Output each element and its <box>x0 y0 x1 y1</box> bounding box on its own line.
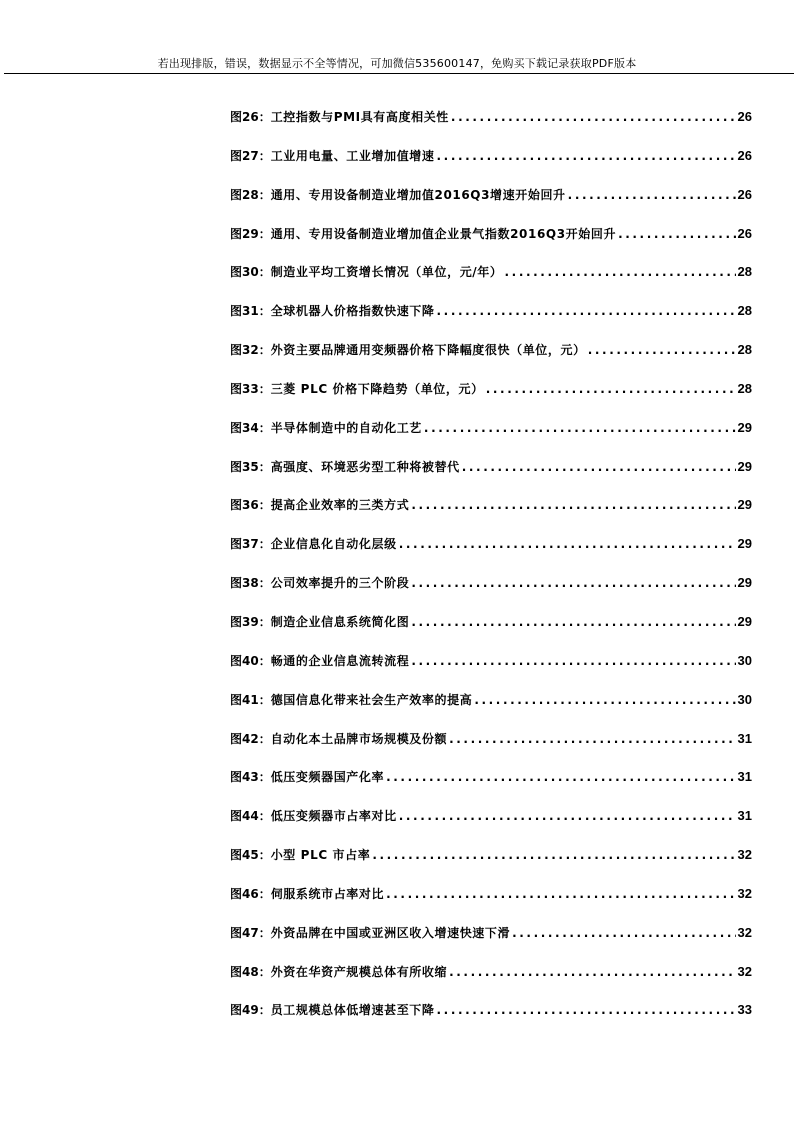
toc-entry-title: 制造业平均工资增长情况（单位，元/年） <box>270 265 503 280</box>
toc-entry-page: 26 <box>737 147 752 163</box>
toc-entry-page: 28 <box>737 303 752 319</box>
toc-dot-leader <box>411 497 735 513</box>
toc-dot-leader <box>449 731 735 747</box>
toc-dot-leader <box>474 692 735 708</box>
toc-dot-leader <box>462 459 736 475</box>
toc-entry-page: 31 <box>737 769 752 785</box>
toc-entry-label: 图27： <box>230 148 271 163</box>
toc-entry-page: 29 <box>737 458 752 474</box>
toc-dot-leader <box>451 109 736 125</box>
toc-entry-page: 32 <box>737 847 752 863</box>
toc-entry-title: 工控指数与PMI具有高度相关性 <box>270 110 449 124</box>
toc-entry-label: 图30： <box>230 265 271 280</box>
toc-dot-leader <box>399 808 736 824</box>
toc-entry-label: 图45： <box>230 848 271 863</box>
toc-entry[interactable] <box>230 692 752 731</box>
toc-dot-leader <box>386 886 735 902</box>
toc-entry[interactable] <box>230 614 752 653</box>
toc-dot-leader <box>505 264 736 280</box>
toc-entry-title: 外资在华资产规模总体有所收缩 <box>270 964 448 979</box>
toc-entry-title: 小型 PLC 市占率 <box>270 848 371 863</box>
toc-entry-page: 29 <box>737 575 752 591</box>
toc-entry[interactable] <box>230 808 752 847</box>
toc-entry-label: 图46： <box>230 886 271 901</box>
toc-entry-page: 28 <box>737 342 752 358</box>
toc-entry-page: 32 <box>737 924 752 940</box>
toc-entry-title: 伺服系统市占率对比 <box>270 886 385 901</box>
toc-entry-page: 28 <box>737 380 752 396</box>
toc-entry[interactable] <box>230 847 752 886</box>
toc-entry-page: 26 <box>737 109 752 124</box>
toc-entry-title: 公司效率提升的三个阶段 <box>270 576 410 591</box>
toc-dot-leader <box>437 1002 736 1018</box>
toc-entry-page: 26 <box>737 186 752 202</box>
header-divider <box>4 73 794 74</box>
toc-entry[interactable] <box>230 420 752 459</box>
toc-entry[interactable] <box>230 148 752 187</box>
toc-entry-title: 半导体制造中的自动化工艺 <box>270 420 422 435</box>
toc-entry-title: 三菱 PLC 价格下降趋势（单位，元） <box>270 381 484 396</box>
toc-entry-page: 29 <box>737 419 752 435</box>
toc-entry-title: 企业信息化自动化层级 <box>270 537 397 552</box>
toc-entry-page: 28 <box>737 264 752 280</box>
toc-entry[interactable] <box>230 187 752 226</box>
toc-entry[interactable] <box>230 1002 752 1041</box>
toc-entry-label: 图44： <box>230 809 271 824</box>
toc-entry-page: 30 <box>737 652 752 668</box>
toc-dot-leader <box>512 925 735 941</box>
toc-entry-label: 图29： <box>230 226 271 241</box>
toc-entry[interactable] <box>230 575 752 614</box>
toc-entry-label: 图47： <box>230 925 271 940</box>
toc-dot-leader <box>618 226 735 242</box>
toc-entry-title: 员工规模总体低增速甚至下降 <box>270 1003 435 1018</box>
toc-entry[interactable] <box>230 226 752 265</box>
toc-entry-page: 30 <box>737 691 752 707</box>
toc-entry-page: 33 <box>737 1002 752 1018</box>
toc-dot-leader <box>411 575 735 591</box>
toc-entry-title: 自动化本土品牌市场规模及份额 <box>270 731 448 746</box>
toc-dot-leader <box>486 381 736 397</box>
toc-entry-title: 外资品牌在中国或亚洲区收入增速快速下滑 <box>270 925 511 940</box>
toc-entry-title: 外资主要品牌通用变频器价格下降幅度很快（单位，元） <box>270 343 586 358</box>
toc-entry[interactable] <box>230 497 752 536</box>
toc-entry-label: 图48： <box>230 964 271 979</box>
toc-entry-title: 高强度、环境恶劣型工种将被替代 <box>270 459 460 474</box>
toc-entry[interactable] <box>230 925 752 964</box>
toc-entry-label: 图28： <box>230 187 271 202</box>
toc-entry[interactable] <box>230 381 752 420</box>
toc-entry-title: 德国信息化带来社会生产效率的提高 <box>270 692 473 707</box>
toc-entry-label: 图40： <box>230 653 271 668</box>
toc-entry-label: 图38： <box>230 576 271 591</box>
toc-entry[interactable] <box>230 459 752 498</box>
toc-entry-title: 低压变频器市占率对比 <box>270 809 397 824</box>
toc-entry[interactable] <box>230 886 752 925</box>
toc-dot-leader <box>449 964 735 980</box>
toc-entry-page: 31 <box>737 730 752 746</box>
figure-toc-list <box>230 109 752 1041</box>
toc-entry-page: 32 <box>737 885 752 901</box>
toc-entry[interactable] <box>230 653 752 692</box>
toc-entry-page: 29 <box>737 613 752 629</box>
toc-entry-label: 图37： <box>230 537 271 552</box>
toc-entry-label: 图35： <box>230 459 271 474</box>
toc-dot-leader <box>424 420 736 436</box>
toc-entry-page: 31 <box>737 808 752 824</box>
toc-dot-leader <box>588 342 736 358</box>
toc-entry-title: 通用、专用设备制造业增加值2016Q3增速开始回升 <box>270 187 566 202</box>
toc-entry-label: 图36： <box>230 498 271 513</box>
toc-entry[interactable] <box>230 536 752 575</box>
toc-entry[interactable] <box>230 109 752 148</box>
toc-entry[interactable] <box>230 964 752 1003</box>
toc-entry-label: 图49： <box>230 1003 271 1018</box>
toc-entry-page: 29 <box>737 497 752 513</box>
toc-entry[interactable] <box>230 303 752 342</box>
toc-dot-leader <box>437 303 736 319</box>
toc-entry-title: 全球机器人价格指数快速下降 <box>270 304 435 319</box>
toc-entry-label: 图41： <box>230 692 271 707</box>
toc-dot-leader <box>386 769 735 785</box>
toc-entry-title: 畅通的企业信息流转流程 <box>270 653 410 668</box>
toc-entry-label: 图43： <box>230 770 271 785</box>
toc-entry-page: 29 <box>737 536 752 552</box>
toc-dot-leader <box>411 653 735 669</box>
toc-entry-label: 图32： <box>230 343 271 358</box>
toc-entry-label: 图33： <box>230 381 271 396</box>
toc-dot-leader <box>399 536 736 552</box>
toc-dot-leader <box>437 148 736 164</box>
toc-entry-page: 32 <box>737 963 752 979</box>
toc-entry[interactable] <box>230 769 752 808</box>
header-note: 若出现排版，错误，数据显示不全等情况，可加微信535600147，免购买下载记录获取PDF版本 <box>157 57 637 70</box>
toc-entry-label: 图26： <box>230 110 271 124</box>
toc-entry-title: 提高企业效率的三类方式 <box>270 498 410 513</box>
toc-dot-leader <box>568 187 736 203</box>
toc-entry[interactable] <box>230 731 752 770</box>
toc-entry[interactable] <box>230 342 752 381</box>
toc-entry-page: 26 <box>737 225 752 241</box>
toc-entry-label: 图42： <box>230 731 271 746</box>
toc-entry-label: 图31： <box>230 304 271 319</box>
toc-dot-leader <box>411 614 735 630</box>
toc-entry-title: 低压变频器国产化率 <box>270 770 385 785</box>
toc-entry-title: 工业用电量、工业增加值增速 <box>270 148 435 163</box>
toc-entry-title: 制造企业信息系统简化图 <box>270 614 410 629</box>
toc-entry[interactable] <box>230 264 752 303</box>
toc-dot-leader <box>372 847 735 863</box>
toc-entry-label: 图34： <box>230 420 271 435</box>
toc-entry-title: 通用、专用设备制造业增加值企业景气指数2016Q3开始回升 <box>270 226 617 241</box>
toc-entry-label: 图39： <box>230 614 271 629</box>
